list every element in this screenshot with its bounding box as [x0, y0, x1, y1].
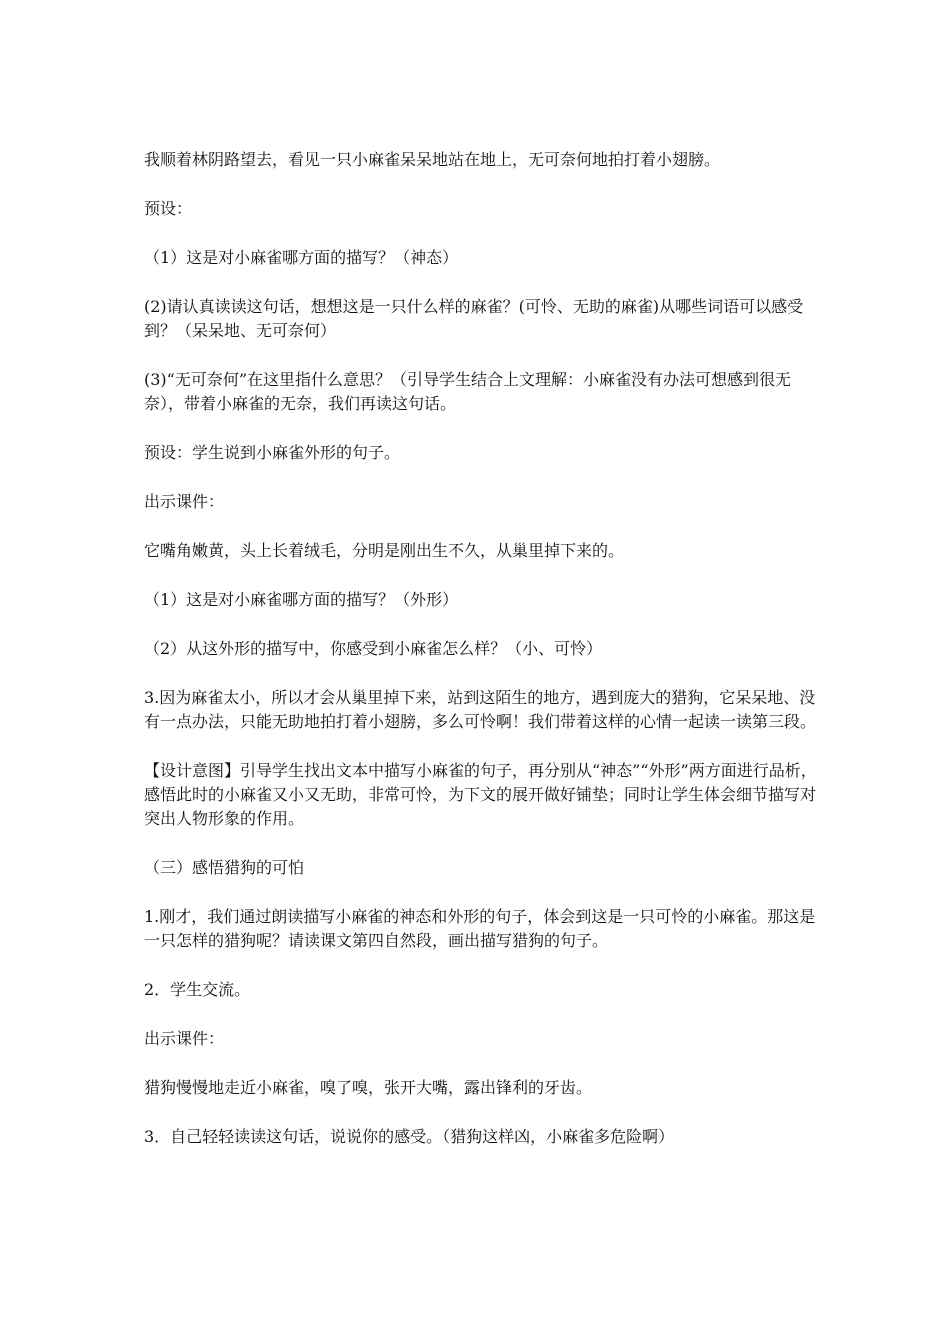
- paragraph-hound-sentence: 猎狗慢慢地走近小麻雀，嗅了嗅，张开大嘴，露出锋利的牙齿。: [144, 1078, 593, 1097]
- paragraph-question-1: （1）这是对小麻雀哪方面的描写？（神态）: [144, 248, 459, 267]
- paragraph-show-courseware-1: 出示课件：: [144, 492, 225, 511]
- paragraph-appearance-question-1: （1）这是对小麻雀哪方面的描写？（外形）: [144, 590, 459, 609]
- paragraph-preset-appearance: 预设：学生说到小麻雀外形的句子。: [144, 443, 401, 462]
- paragraph-step-3: 3.因为麻雀太小，所以才会从巢里掉下来，站到这陌生的地方，遇到庞大的猎狗，它呆呆地、没有一点办法，只能无助地拍打着小翅膀，多么可怜啊！我们带着这样的心情一起读一读第三段。: [144, 688, 817, 731]
- paragraph-hound-step-1: 1.刚才，我们通过朗读描写小麻雀的神态和外形的句子，体会到这是一只可怜的小麻雀。那这是一只怎样的猎狗呢？请读课文第四自然段，画出描写猎狗的句子。: [144, 907, 816, 950]
- paragraph-appearance-sentence: 它嘴角嫩黄，头上长着绒毛，分明是刚出生不久，从巢里掉下来的。: [144, 541, 625, 560]
- paragraph-show-courseware-2: 出示课件：: [144, 1029, 225, 1048]
- paragraph-sparrow-sentence: 我顺着林阴路望去，看见一只小麻雀呆呆地站在地上，无可奈何地拍打着小翅膀。: [144, 150, 721, 169]
- paragraph-design-intent: 【设计意图】引导学生找出文本中描写小麻雀的句子，再分别从“神态”“外形”两方面进行品析，感悟此时的小麻雀又小又无助，非常可怜，为下文的展开做好铺垫；同时让学生体会细节描写对突出人物形象的作用。: [144, 761, 817, 828]
- paragraph-hound-step-3: 3．自己轻轻读读这句话，说说你的感受。（猎狗这样凶，小麻雀多危险啊）: [144, 1127, 675, 1146]
- paragraph-question-2: (2)请认真读读这句话，想想这是一只什么样的麻雀？(可怜、无助的麻雀)从哪些词语可以感受到？（呆呆地、无可奈何）: [144, 297, 804, 340]
- paragraph-appearance-question-2: （2）从这外形的描写中，你感受到小麻雀怎么样？（小、可怜）: [144, 639, 603, 658]
- document-body: [144, 148, 824, 1174]
- paragraph-question-3: (3)“无可奈何”在这里指什么意思？（引导学生结合上文理解：小麻雀没有办法可想感到很无奈），带着小麻雀的无奈，我们再读这句话。: [144, 370, 792, 413]
- paragraph-hound-step-2: 2．学生交流。: [144, 980, 251, 999]
- paragraph-preset-label: 预设：: [144, 199, 193, 218]
- section-heading-hound: （三）感悟猎狗的可怕: [144, 858, 305, 877]
